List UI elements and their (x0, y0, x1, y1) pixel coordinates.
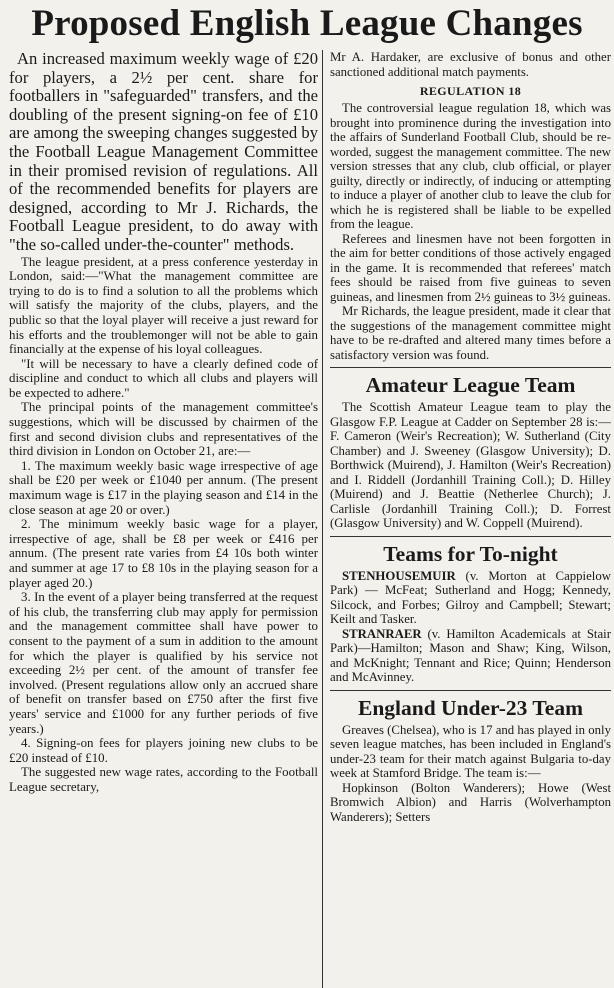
heading-england-under-23: England Under-23 Team (357, 695, 583, 720)
team-name: STENHOUSEMUIR (342, 568, 456, 583)
left-column (9, 50, 318, 988)
article-continuation: Mr A. Hardaker, are exclusive of bonus and other sanctioned additional match payments. (330, 50, 611, 79)
team-lineup: (v. Morton at Cappielow Park) — McFeat; Sutherland and Hogg; Kennedy, Silcock, and Forbes; Gilroy and Campbell; Stewart; Keilt and Tasker. (330, 568, 611, 626)
stranraer-paragraph (330, 627, 611, 685)
team-lineup: (v. Hamilton Academicals at Stair Park)—Hamilton; Mason and Shaw; King, Wilson, and McKnight; Tennant and Rice; Quinn; Henderson and McAvinney. (330, 626, 611, 684)
article-paragraph: The league president, at a press conference yesterday in London, said:—"What the management committee are trying to do is to find a solution to all the problems which will satisfy the majority of the clubs, players, and the public so that the loyal player will receive a just reward for his efforts and the troublemonger will not be able to gain financially at the expense of his loyal colleagues. (9, 254, 318, 357)
england-team-list: Hopkinson (Bolton Wanderers); Howe (West Bromwich Albion) and Harris (Wolverhampton Wanderers); Setters (330, 780, 611, 824)
section-divider (330, 690, 611, 691)
article-paragraph: Mr Richards, the league president, made it clear that the suggestions of the management committee might have to be re-drafted and altered many times before a satisfactory version was found. (330, 304, 611, 362)
section-divider (330, 536, 611, 537)
england-paragraph: Greaves (Chelsea), who is 17 and has played in only seven league matches, has been included in England's under-23 team for their match against Bulgaria to-day week at Stamford Bridge. The team is:— (330, 722, 611, 780)
right-column (330, 50, 611, 988)
article-point-2: 2. The minimum weekly basic wage for a player, irrespective of age, shall be £8 per week or £416 per annum. (The present rate varies from £4 10s both winter and summer at age 17 to £8 10s in the playing season for a player aged 20.) (9, 517, 318, 590)
subheading-regulation: REGULATION 18 (419, 84, 522, 98)
team-name: STRANRAER (342, 626, 422, 641)
article-paragraph: The controversial league regulation 18, which was brought into prominence during the investigation into the affairs of Sunderland Football Club, should be re-worded, suggest the management committee. The new version stresses that any club, club official, or player guilty, directly or indirectly, of inducing or attempting to induce a player of another club to leave the club for which he is registered shall be liable to be expelled from the league. (330, 101, 611, 231)
article-point-3: 3. In the event of a player being transferred at the request of his club, the transferring club may apply for permission and the management committee shall have power to consent to the payment of a sum in addition to the amount for which the player is qualified by his service not exceeding 2½ per cent. of the amount of transfer fee involved. (Present regulations allow only an accrued share of benefit on transfer based on £750 after the first five years' service and £1000 for any further periods of five years.) (9, 590, 318, 736)
article-paragraph: Referees and linesmen have not been forgotten in the aim for better conditions of those actively engaged in the game. It is recommended that referees' match fees should be raised from five guineas to seven guineas, and linesmen from 2½ guineas to 3½ guineas. (330, 231, 611, 304)
headline: Proposed English League Changes (31, 3, 583, 44)
article-point-1: 1. The maximum weekly basic wage irrespective of age shall be £20 per week or £1040 per annum. (The present maximum wage is £17 in the playing season and £14 in the close season at age 20 or over.) (9, 458, 318, 517)
article-paragraph: The suggested new wage rates, according to the Football League secretary, (9, 765, 318, 794)
article-paragraph: "It will be necessary to have a clearly defined code of discipline and conduct to which all clubs and players will be expected to adhere." (9, 356, 318, 400)
article-point-4: 4. Signing-on fees for players joining new clubs to be £20 instead of £10. (9, 736, 318, 765)
amateur-team-paragraph: The Scottish Amateur League team to play the Glasgow F.P. League at Cadder on September 28 is:—F. Cameron (Weir's Recreation); W. Sutherland (City Chamber) and J. Sweeney (Glasgow University); D. Borthwick (Muirend), J. Hamilton (Weir's Recreation) and I. Riddell (Jordanhill Training Coll.); D. Hilley (Muirend) and J. Beattie (Netherlee Church); J. Carlisle (Jordanhill Training Coll.); D. Forrest (Glasgow University) and W. Coppell (Muirend). (330, 400, 611, 530)
heading-teams-tonight: Teams for To-night (383, 541, 558, 566)
heading-amateur-league: Amateur League Team (365, 373, 576, 397)
article-paragraph: The principal points of the management committee's suggestions, which will be discussed by chairmen of the first and second division clubs and representatives of the third division in London on October 21, are:— (9, 400, 318, 459)
lead-paragraph: An increased maximum weekly wage of £20 for players, a 2½ per cent. share for footballers in "safeguarded" transfers, and the doubling of the present signing-on fee of £10 are among the sweeping changes suggested by the Football League Management Committee in their promised revision of regulations. All of the recommended benefits for players are designed, according to Mr J. Richards, the Football League president, to do away with "the so-called under-the-counter" methods. (9, 50, 318, 254)
stenhousemuir-paragraph (330, 569, 611, 627)
section-divider (330, 367, 611, 368)
column-divider (322, 50, 323, 988)
